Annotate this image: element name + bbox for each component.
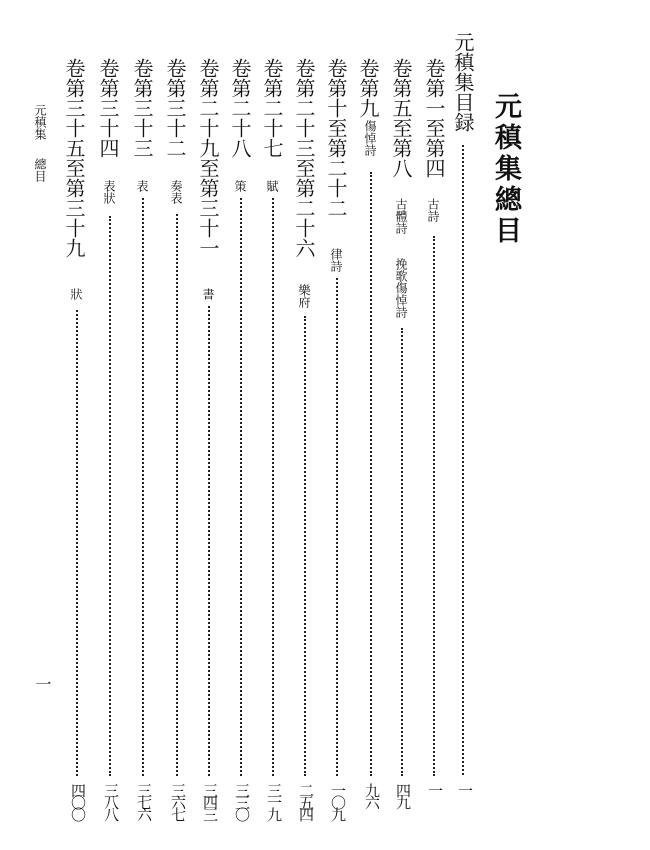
entry-category: 表狀 (102, 180, 116, 204)
entry-page-number: 一 (456, 783, 474, 795)
entry-heading: 卷第三十四 (96, 58, 120, 158)
entry-heading: 卷第九 (356, 58, 380, 118)
entry-category: 挽歌傷悼詩 (394, 258, 408, 318)
entry-heading: 卷第三十二 (163, 58, 187, 158)
running-header-book: 元稹集 (33, 104, 47, 140)
entry-heading: 卷第二十八 (228, 58, 252, 158)
dot-leader (433, 236, 435, 776)
entry-category: 古體詩 (394, 198, 408, 234)
running-header-section: 總目 (33, 158, 47, 182)
dot-leader (370, 172, 372, 776)
entry-heading: 元稹集目録 (451, 32, 475, 132)
entry-page-number: 九六 (363, 783, 381, 807)
entry-page-number: 三三〇 (233, 783, 251, 819)
dot-leader (142, 198, 144, 776)
entry-category: 律詩 (329, 248, 343, 272)
entry-category: 傷悼詩 (363, 120, 377, 156)
dot-leader (208, 306, 210, 776)
dot-leader (401, 328, 403, 776)
entry-page-number: 二五四 (297, 783, 315, 819)
entry-heading: 卷第五至第八 (389, 58, 413, 178)
dot-leader (462, 145, 464, 775)
entry-page-number: 一〇九 (329, 783, 347, 819)
entry-category: 策 (233, 180, 247, 192)
entry-heading: 卷第十至第二十二 (324, 58, 348, 218)
entry-heading: 卷第一至第四 (422, 58, 446, 178)
entry-page-number: 三六七 (169, 783, 187, 819)
entry-category: 奏表 (169, 180, 183, 204)
page-title: 元稹集總目 (490, 92, 521, 247)
entry-page-number: 三八八 (102, 783, 120, 819)
entry-page-number: 三七六 (135, 783, 153, 819)
entry-heading: 卷第三十三 (130, 58, 154, 158)
entry-category: 狀 (69, 288, 83, 300)
dot-leader (240, 198, 242, 776)
entry-heading: 卷第三十五至第三十九 (62, 58, 86, 258)
entry-category: 書 (201, 288, 215, 300)
entry-category: 古詩 (426, 198, 440, 222)
entry-category: 賦 (265, 180, 279, 192)
entry-heading: 卷第二十七 (260, 58, 284, 158)
entry-page-number: 四〇〇 (69, 783, 87, 819)
entry-heading: 卷第二十三至第二十六 (292, 58, 316, 258)
entry-page-number: 四九 (394, 783, 412, 807)
dot-leader (304, 316, 306, 776)
entry-page-number: 一 (426, 783, 444, 795)
dot-leader (272, 198, 274, 776)
entry-page-number: 三一九 (265, 783, 283, 819)
folio-number: 一 (33, 676, 52, 692)
dot-leader (109, 216, 111, 776)
dot-leader (336, 278, 338, 776)
entry-category: 表 (135, 180, 149, 192)
entry-heading: 卷第二十九至第三十一 (196, 58, 220, 258)
entry-category: 樂府 (297, 284, 311, 308)
dot-leader (76, 310, 78, 776)
dot-leader (176, 214, 178, 776)
entry-page-number: 三四三 (201, 783, 219, 819)
